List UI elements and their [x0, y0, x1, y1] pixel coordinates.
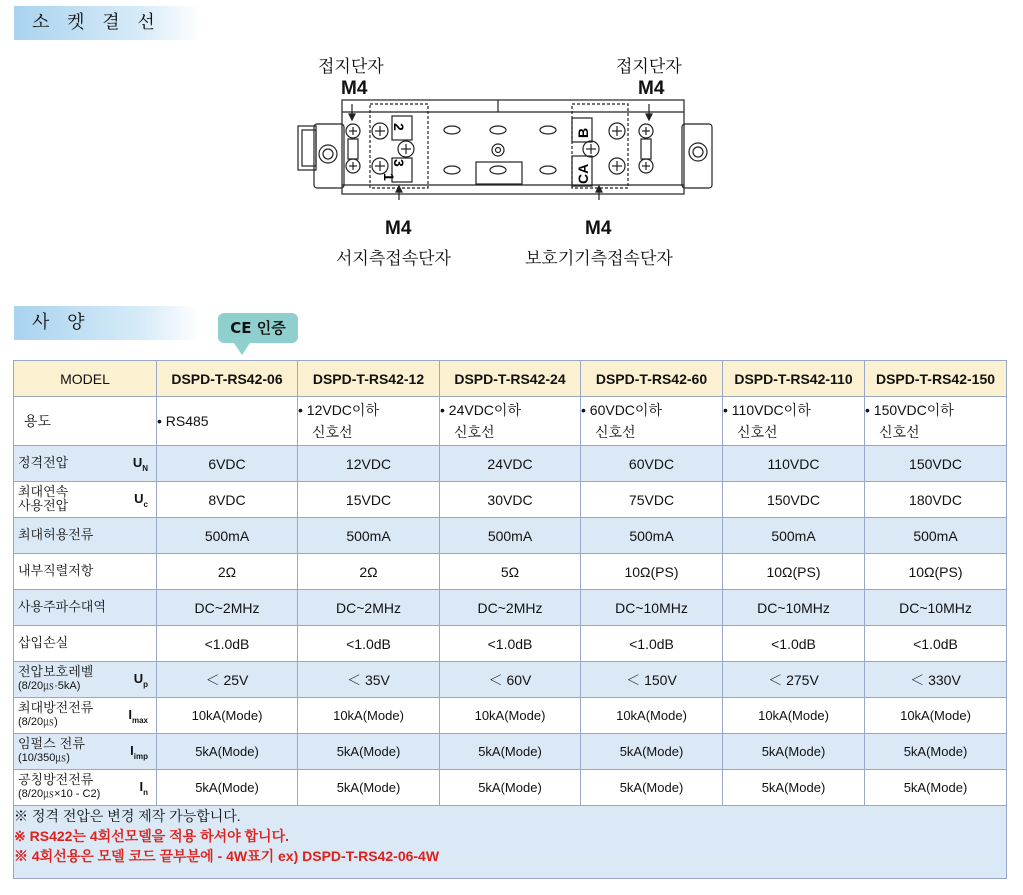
value-cell: 500mA [157, 518, 298, 554]
spec-row [14, 482, 1007, 518]
row-label [14, 446, 157, 482]
value-cell: 500mA [581, 518, 723, 554]
value-cell: DC~2MHz [298, 590, 440, 626]
ce-certification-badge: CE 인증 [218, 313, 298, 343]
surge-side-terminal-label: 서지측접속단자 [336, 249, 451, 269]
row-label-text: 삽입손실 [18, 635, 69, 651]
usage-line: • 12VDC이하 [298, 402, 379, 418]
m4-label-right-top: M4 [638, 78, 665, 99]
value-cell: DC~2MHz [157, 590, 298, 626]
usage-line: 신호선 [312, 424, 353, 440]
usage-cell [157, 397, 298, 446]
value-cell: 5Ω [440, 554, 581, 590]
usage-line: • 150VDC이하 [865, 402, 954, 418]
usage-line: 신호선 [454, 424, 495, 440]
value-cell: 5kA(Mode) [157, 734, 298, 770]
value-cell: 60VDC [581, 446, 723, 482]
value-cell: 5kA(Mode) [581, 770, 723, 806]
row-symbol-sub: N [142, 463, 148, 473]
pin-2-label: 2 [391, 123, 407, 131]
value-cell: ＜ 25V [157, 662, 298, 698]
note-line: ※ 4회선용은 모델 코드 끝부분에 - 4W표기 ex) DSPD-T-RS42-06-4W [14, 848, 440, 864]
row-symbol-sub: max [131, 715, 148, 725]
section-title-spec: 사 양 [14, 306, 200, 340]
m4-label-left-top: M4 [341, 78, 368, 99]
value-cell: <1.0dB [581, 626, 723, 662]
value-cell: 75VDC [581, 482, 723, 518]
value-cell: 10kA(Mode) [581, 698, 723, 734]
model-name: DSPD-T-RS42-110 [723, 361, 865, 397]
row-symbol-sub: imp [133, 751, 148, 761]
value-cell: 5kA(Mode) [298, 734, 440, 770]
model-name: DSPD-T-RS42-60 [581, 361, 723, 397]
pin-b-label: B [575, 127, 591, 138]
value-cell: ＜ 35V [298, 662, 440, 698]
spec-row [14, 734, 1007, 770]
value-cell: 15VDC [298, 482, 440, 518]
row-symbol: $I_n$ [139, 778, 148, 797]
m4-label-right-bottom: M4 [585, 218, 612, 239]
row-label: 용도 [14, 397, 157, 446]
value-cell: 6VDC [157, 446, 298, 482]
value-cell: 500mA [723, 518, 865, 554]
usage-row [14, 397, 1007, 446]
value-cell: <1.0dB [865, 626, 1007, 662]
value-cell: 24VDC [440, 446, 581, 482]
row-symbol-sub: n [143, 787, 148, 797]
row-label-sub: (8/20㎲·5kA) [18, 680, 81, 692]
row-label-text: 내부직렬저항 [18, 563, 94, 579]
spec-row [14, 446, 1007, 482]
row-label-text: 정격전압 [18, 455, 69, 471]
row-label-text: 공칭방전전류 [18, 773, 94, 788]
usage-cell [440, 397, 581, 446]
value-cell: 5kA(Mode) [157, 770, 298, 806]
row-label [14, 518, 157, 554]
value-cell: 8VDC [157, 482, 298, 518]
row-label [14, 770, 157, 806]
socket-drawing [280, 40, 740, 210]
value-cell: DC~10MHz [581, 590, 723, 626]
usage-line: • RS485 [157, 413, 209, 429]
value-cell: ＜ 150V [581, 662, 723, 698]
spec-row [14, 698, 1007, 734]
value-cell: 150VDC [865, 446, 1007, 482]
notes-cell [14, 806, 1007, 879]
value-cell: DC~10MHz [865, 590, 1007, 626]
value-cell: 5kA(Mode) [440, 770, 581, 806]
value-cell: 10kA(Mode) [157, 698, 298, 734]
row-label [14, 662, 157, 698]
usage-line: • 110VDC이하 [723, 402, 811, 418]
usage-cell [581, 397, 723, 446]
value-cell: ＜ 330V [865, 662, 1007, 698]
value-cell: 10kA(Mode) [865, 698, 1007, 734]
value-cell: 12VDC [298, 446, 440, 482]
row-symbol: $U_c$ [134, 490, 148, 509]
row-label [14, 482, 157, 518]
value-cell: 10kA(Mode) [298, 698, 440, 734]
value-cell: 10Ω(PS) [865, 554, 1007, 590]
value-cell: 5kA(Mode) [723, 734, 865, 770]
socket-wiring-diagram [280, 40, 740, 280]
spec-row [14, 626, 1007, 662]
value-cell: 5kA(Mode) [581, 734, 723, 770]
row-label-sub: (10/350㎲) [18, 752, 70, 764]
value-cell: ＜ 60V [440, 662, 581, 698]
value-cell: ＜ 275V [723, 662, 865, 698]
spec-row [14, 590, 1007, 626]
value-cell: 5kA(Mode) [723, 770, 865, 806]
row-label-sub: 사용전압 [18, 498, 69, 514]
pin-3-label: 3 [391, 159, 407, 167]
pin-1-label: 1 [381, 173, 397, 181]
header-row [14, 361, 1007, 397]
usage-line: • 24VDC이하 [440, 402, 521, 418]
row-symbol-sub: p [143, 679, 148, 689]
row-symbol: $U_N$ [132, 454, 148, 473]
row-symbol: $U_p$ [133, 670, 148, 689]
section-title-wiring: 소 켓 결 선 [14, 6, 200, 40]
value-cell: 500mA [865, 518, 1007, 554]
spec-row [14, 770, 1007, 806]
value-cell: <1.0dB [723, 626, 865, 662]
value-cell: <1.0dB [440, 626, 581, 662]
row-label [14, 590, 157, 626]
value-cell: 10kA(Mode) [440, 698, 581, 734]
value-cell: 5kA(Mode) [440, 734, 581, 770]
value-cell: 150VDC [723, 482, 865, 518]
value-cell: DC~2MHz [440, 590, 581, 626]
ground-terminal-label-left: 접지단자 [318, 57, 384, 77]
value-cell: <1.0dB [298, 626, 440, 662]
spec-row [14, 518, 1007, 554]
row-label-text: 최대연속 [18, 484, 69, 500]
value-cell: 5kA(Mode) [865, 734, 1007, 770]
value-cell: 500mA [440, 518, 581, 554]
row-label-sub: (8/20㎲×10 - C2) [18, 788, 101, 800]
usage-line: 신호선 [879, 424, 920, 440]
ground-terminal-label-right: 접지단자 [616, 57, 682, 77]
usage-line: • 60VDC이하 [581, 402, 662, 418]
value-cell: 2Ω [157, 554, 298, 590]
usage-line: 신호선 [737, 424, 778, 440]
row-label-text: 임펄스 전류 [18, 737, 85, 752]
row-label [14, 554, 157, 590]
value-cell: 180VDC [865, 482, 1007, 518]
notes-row [14, 806, 1007, 879]
value-cell: 30VDC [440, 482, 581, 518]
row-label-sub: (8/20㎲) [18, 716, 58, 728]
m4-label-left-bottom: M4 [385, 218, 412, 239]
value-cell: 110VDC [723, 446, 865, 482]
pin-ca-label: CA [575, 163, 591, 184]
model-header: MODEL [14, 361, 157, 397]
row-label-text: 최대방전전류 [18, 701, 94, 716]
usage-cell [865, 397, 1007, 446]
usage-cell [723, 397, 865, 446]
value-cell: 10Ω(PS) [581, 554, 723, 590]
model-name: DSPD-T-RS42-06 [157, 361, 298, 397]
row-label [14, 698, 157, 734]
model-name: DSPD-T-RS42-12 [298, 361, 440, 397]
usage-cell [298, 397, 440, 446]
value-cell: <1.0dB [157, 626, 298, 662]
row-symbol: $I_{max}$ [128, 706, 148, 725]
value-cell: 10Ω(PS) [723, 554, 865, 590]
value-cell: DC~10MHz [723, 590, 865, 626]
note-line: ※ 정격 전압은 변경 제작 가능합니다. [14, 808, 241, 824]
note-line: ※ RS422는 4회선모델을 적용 하셔야 합니다. [14, 828, 289, 844]
row-label-text: 전압보호레벨 [18, 665, 94, 680]
value-cell: 500mA [298, 518, 440, 554]
row-label-text: 사용주파수대역 [18, 599, 106, 615]
spec-row [14, 554, 1007, 590]
model-name: DSPD-T-RS42-150 [865, 361, 1007, 397]
row-label [14, 626, 157, 662]
value-cell: 10kA(Mode) [723, 698, 865, 734]
row-symbol-sub: c [143, 499, 148, 509]
spec-table [13, 360, 1007, 879]
row-label-text: 최대허용전류 [18, 527, 94, 543]
row-symbol: $I_{imp}$ [130, 742, 148, 761]
spec-row [14, 662, 1007, 698]
value-cell: 2Ω [298, 554, 440, 590]
model-name: DSPD-T-RS42-24 [440, 361, 581, 397]
value-cell: 5kA(Mode) [865, 770, 1007, 806]
row-label [14, 734, 157, 770]
usage-line: 신호선 [595, 424, 636, 440]
protected-side-terminal-label: 보호기기측접속단자 [525, 249, 673, 269]
value-cell: 5kA(Mode) [298, 770, 440, 806]
